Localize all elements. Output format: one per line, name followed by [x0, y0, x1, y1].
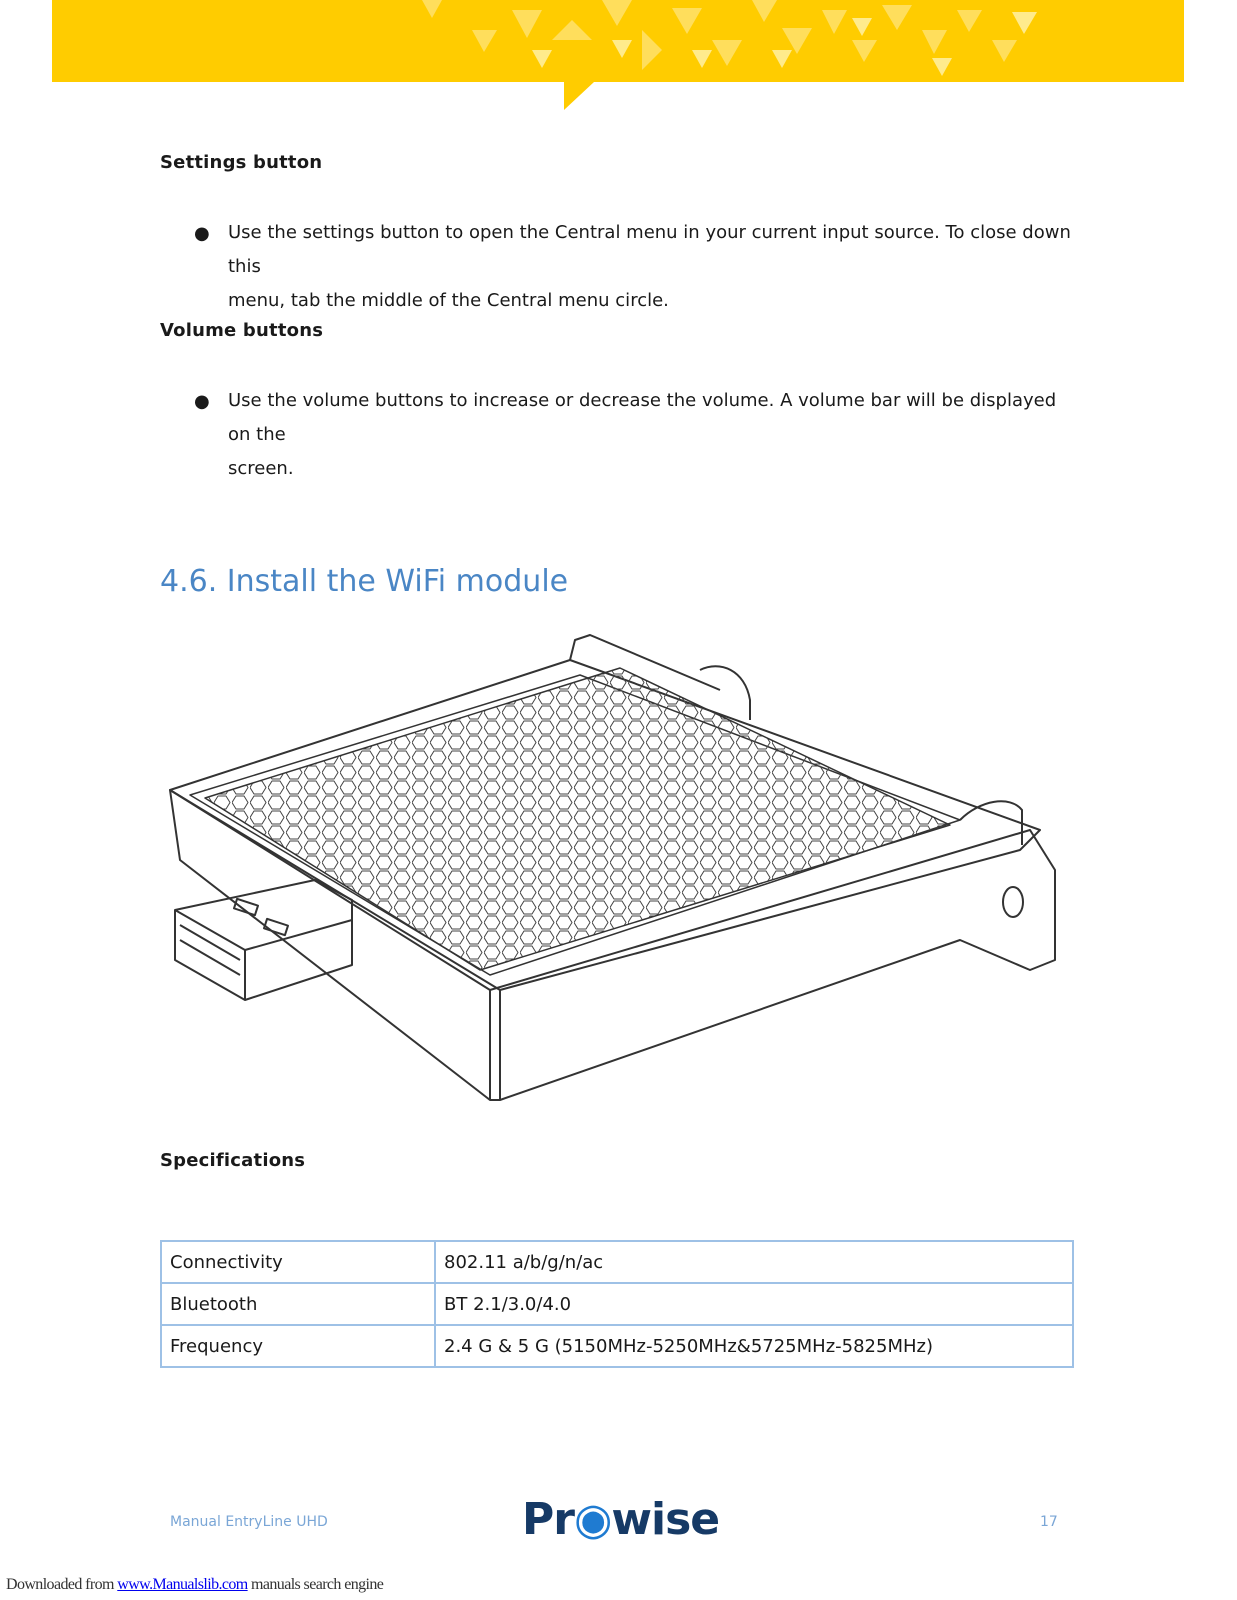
spec-label: Bluetooth [161, 1283, 435, 1325]
spec-value: 2.4 G & 5 G (5150MHz-5250MHz&5725MHz-5825MHz) [435, 1325, 1073, 1367]
manualslib-link[interactable]: www.Manualslib.com [117, 1576, 248, 1593]
settings-line-2: menu, tab the middle of the Central menu circle. [228, 290, 669, 311]
banner-notch [564, 82, 594, 110]
specifications-heading: Specifications [160, 1150, 306, 1171]
download-prefix: Downloaded from [6, 1576, 118, 1593]
spec-label: Frequency [161, 1325, 435, 1367]
specifications-table [160, 1240, 1074, 1368]
bullet-icon: ● [194, 223, 210, 244]
triangle-pattern [52, 0, 1184, 82]
bullet-icon: ● [194, 391, 210, 412]
settings-paragraph [228, 216, 1078, 318]
spec-value: 802.11 a/b/g/n/ac [435, 1241, 1073, 1283]
logo-text-start: Pr [522, 1494, 574, 1545]
prowise-logo [522, 1494, 719, 1545]
page-number: 17 [1040, 1514, 1058, 1530]
volume-paragraph [228, 384, 1078, 486]
volume-line-2: screen. [228, 458, 294, 479]
footer-manual-name: Manual EntryLine UHD [170, 1514, 328, 1530]
table-row [161, 1325, 1073, 1367]
logo-text-end: wise [611, 1494, 720, 1545]
volume-line-1: Use the volume buttons to increase or decrease the volume. A volume bar will be displayed on the [228, 390, 1057, 445]
volume-heading: Volume buttons [160, 320, 324, 341]
spec-value: BT 2.1/3.0/4.0 [435, 1283, 1073, 1325]
settings-line-1: Use the settings button to open the Central menu in your current input source. To close down this [228, 222, 1071, 277]
spec-label: Connectivity [161, 1241, 435, 1283]
wifi-module-illustration [160, 630, 1080, 1130]
download-suffix: manuals search engine [247, 1576, 384, 1593]
logo-eye-icon: ◉ [573, 1494, 612, 1545]
section-title: 4.6. Install the WiFi module [160, 564, 569, 599]
settings-heading: Settings button [160, 152, 323, 173]
header-banner [52, 0, 1184, 82]
download-notice [6, 1576, 383, 1594]
table-row [161, 1241, 1073, 1283]
table-row [161, 1283, 1073, 1325]
